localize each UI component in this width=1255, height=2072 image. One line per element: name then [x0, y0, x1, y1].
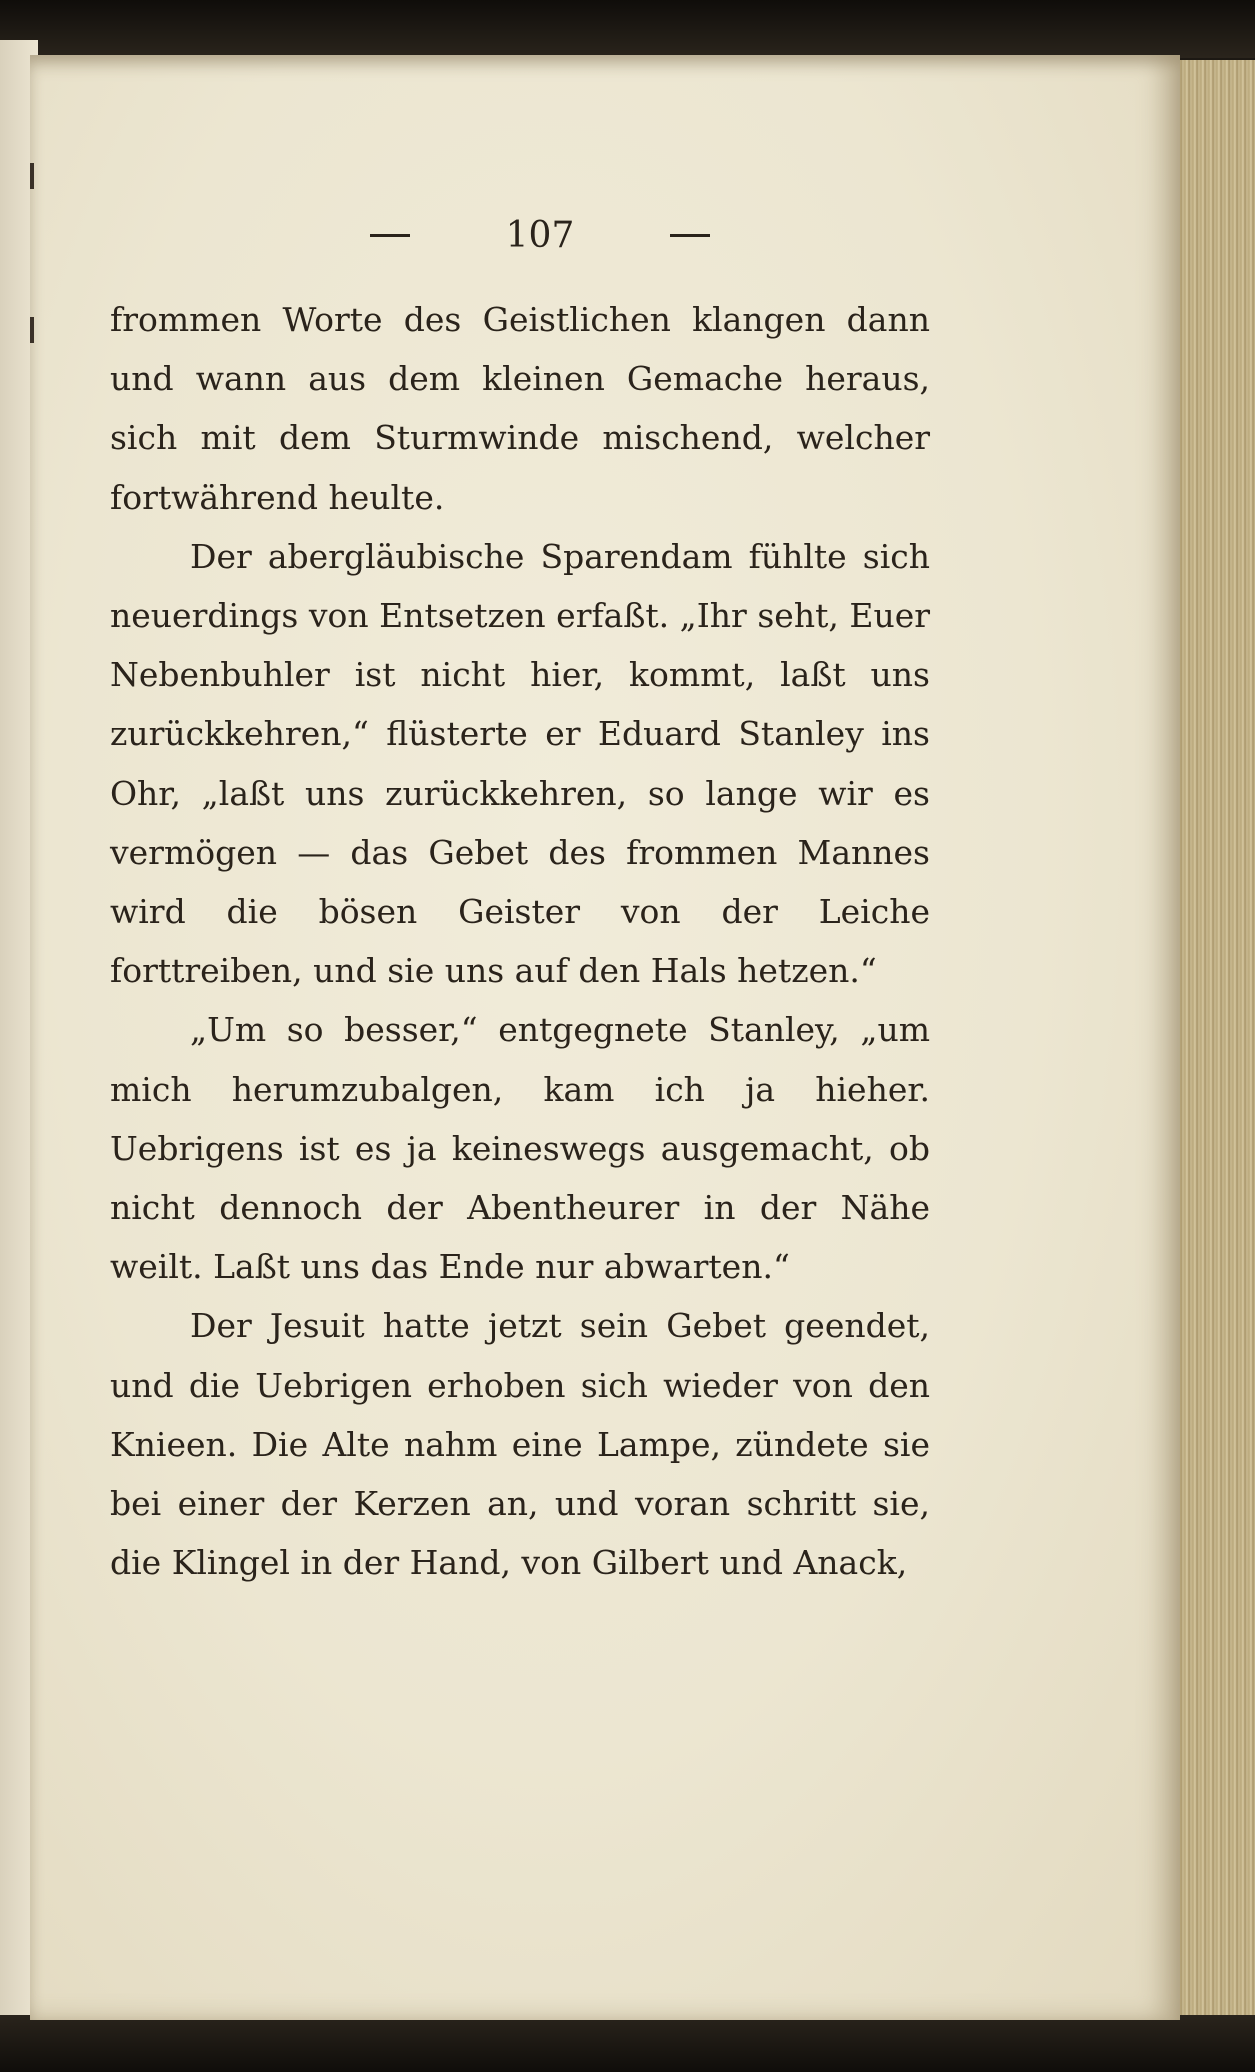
scan-background-bottom — [0, 2015, 1255, 2072]
paragraph: „Um so besser,“ entgegnete Stanley, „um mich herumzubalgen, kam ich ja hieher. Uebrigens ist es ja keineswegs ausgemacht, ob nicht dennoch der Abentheurer in der Nähe weilt. Laßt uns das Ende nur abwarten.“ — [110, 1010, 930, 1287]
page-number: 107 — [505, 214, 575, 256]
book-page-edges — [1175, 60, 1255, 2020]
paragraph: Der Jesuit hatte jetzt sein Gebet geendet, und die Uebrigen erhoben sich wieder von den Knieen. Die Alte nahm eine Lampe, zündete sie bei einer der Kerzen an, und voran schritt sie, die Klingel in der Hand, von Gilbert und Anack, — [110, 1306, 930, 1583]
running-header — [370, 205, 710, 265]
paragraph: Der abergläubische Sparendam fühlte sich neuerdings von Entsetzen erfaßt. „Ihr seht, Euer Nebenbuhler ist nicht hier, kommt, laßt uns zurückkehren,“ flüsterte er Eduard Stanley ins Ohr, „laßt uns zurückkehren, so lange wir es vermögen — das Gebet des frommen Mannes wird die bösen Geister von der Leiche forttreiben, und sie uns auf den Hals hetzen.“ — [110, 536, 930, 991]
header-dash-left — [370, 234, 410, 237]
header-dash-right — [670, 234, 710, 237]
paragraph: frommen Worte des Geistlichen klangen dann und wann aus dem kleinen Gemache heraus, sich mit dem Sturmwinde mischend, welcher fortwährend heulte. — [110, 300, 930, 517]
margin-mark-top — [30, 163, 34, 189]
scan-background-top — [0, 0, 1255, 58]
margin-mark-middle — [30, 317, 34, 343]
body-text — [110, 290, 930, 1592]
